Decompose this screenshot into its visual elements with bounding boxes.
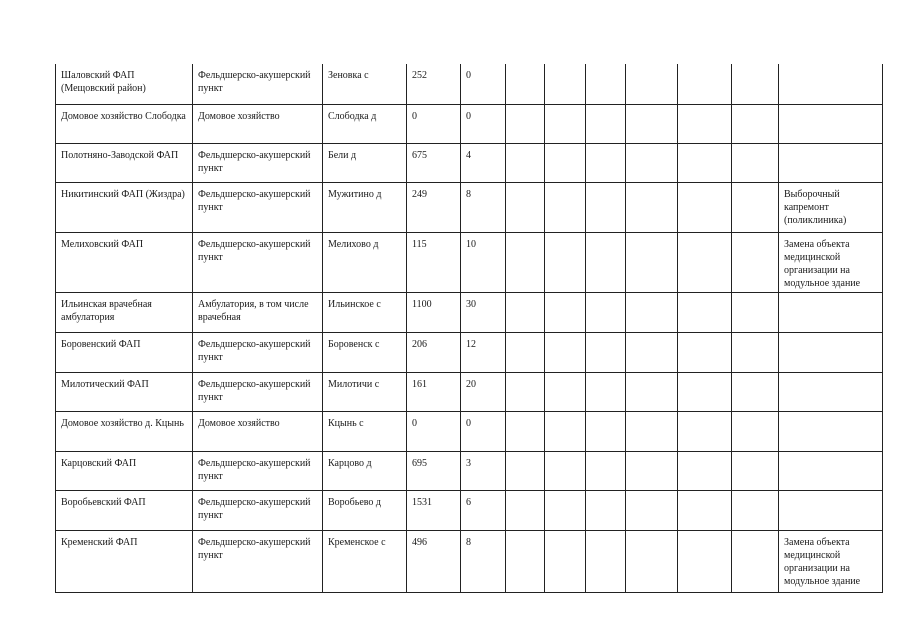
table-row <box>56 451 883 490</box>
table-row <box>56 490 883 530</box>
cell-locality: Слободка д <box>323 104 407 143</box>
empty-cell <box>506 232 545 292</box>
cell-population: 0 <box>407 411 461 451</box>
empty-cell <box>545 332 586 372</box>
cell-population: 1100 <box>407 292 461 332</box>
cell-count: 30 <box>461 292 506 332</box>
cell-count: 0 <box>461 411 506 451</box>
empty-cell <box>506 411 545 451</box>
cell-locality: Зеновка с <box>323 64 407 104</box>
empty-cell <box>732 104 779 143</box>
cell-note: Замена объекта медицинской организации на модульное здание <box>779 232 883 292</box>
empty-cell <box>732 143 779 182</box>
empty-cell <box>586 64 626 104</box>
cell-type: Фельдшерско-акушерский пункт <box>193 332 323 372</box>
empty-cell <box>506 490 545 530</box>
empty-cell <box>678 451 732 490</box>
cell-note <box>779 143 883 182</box>
cell-name: Никитинский ФАП (Жиздра) <box>56 182 193 232</box>
cell-count: 3 <box>461 451 506 490</box>
cell-name: Домовое хозяйство д. Кцынь <box>56 411 193 451</box>
empty-cell <box>732 490 779 530</box>
cell-population: 496 <box>407 530 461 592</box>
cell-locality: Ильинское с <box>323 292 407 332</box>
empty-cell <box>732 64 779 104</box>
empty-cell <box>506 104 545 143</box>
empty-cell <box>678 232 732 292</box>
cell-type: Фельдшерско-акушерский пункт <box>193 182 323 232</box>
empty-cell <box>506 182 545 232</box>
cell-name: Милотический ФАП <box>56 372 193 411</box>
empty-cell <box>626 182 678 232</box>
empty-cell <box>732 451 779 490</box>
table-row <box>56 332 883 372</box>
cell-type: Фельдшерско-акушерский пункт <box>193 64 323 104</box>
empty-cell <box>626 372 678 411</box>
empty-cell <box>545 490 586 530</box>
empty-cell <box>506 451 545 490</box>
empty-cell <box>586 104 626 143</box>
cell-note <box>779 411 883 451</box>
empty-cell <box>545 530 586 592</box>
empty-cell <box>545 372 586 411</box>
table-row <box>56 104 883 143</box>
empty-cell <box>545 411 586 451</box>
cell-count: 4 <box>461 143 506 182</box>
cell-population: 206 <box>407 332 461 372</box>
cell-note: Замена объекта медицинской организации на модульное здание <box>779 530 883 592</box>
empty-cell <box>626 530 678 592</box>
cell-population: 252 <box>407 64 461 104</box>
empty-cell <box>506 530 545 592</box>
cell-population: 0 <box>407 104 461 143</box>
empty-cell <box>506 143 545 182</box>
empty-cell <box>626 292 678 332</box>
cell-name: Боровенский ФАП <box>56 332 193 372</box>
empty-cell <box>506 372 545 411</box>
cell-locality: Милотичи с <box>323 372 407 411</box>
table-row <box>56 372 883 411</box>
empty-cell <box>586 232 626 292</box>
table-row <box>56 64 883 104</box>
cell-name: Ильинская врачебная амбулатория <box>56 292 193 332</box>
empty-cell <box>586 372 626 411</box>
empty-cell <box>626 332 678 372</box>
cell-type: Фельдшерско-акушерский пункт <box>193 451 323 490</box>
empty-cell <box>586 530 626 592</box>
empty-cell <box>545 451 586 490</box>
cell-type: Фельдшерско-акушерский пункт <box>193 232 323 292</box>
cell-locality: Воробьево д <box>323 490 407 530</box>
empty-cell <box>626 451 678 490</box>
cell-count: 10 <box>461 232 506 292</box>
empty-cell <box>678 143 732 182</box>
cell-count: 12 <box>461 332 506 372</box>
cell-name: Шаловский ФАП (Мещовский район) <box>56 64 193 104</box>
empty-cell <box>732 292 779 332</box>
cell-name: Мелиховский ФАП <box>56 232 193 292</box>
cell-count: 8 <box>461 182 506 232</box>
empty-cell <box>626 64 678 104</box>
cell-locality: Карцово д <box>323 451 407 490</box>
cell-locality: Кцынь с <box>323 411 407 451</box>
cell-type: Фельдшерско-акушерский пункт <box>193 143 323 182</box>
cell-type: Домовое хозяйство <box>193 411 323 451</box>
table-row <box>56 530 883 592</box>
empty-cell <box>678 411 732 451</box>
empty-cell <box>545 104 586 143</box>
empty-cell <box>732 182 779 232</box>
cell-type: Фельдшерско-акушерский пункт <box>193 490 323 530</box>
empty-cell <box>586 292 626 332</box>
empty-cell <box>545 232 586 292</box>
empty-cell <box>732 530 779 592</box>
cell-population: 695 <box>407 451 461 490</box>
cell-locality: Кременское с <box>323 530 407 592</box>
cell-locality: Боровенск с <box>323 332 407 372</box>
empty-cell <box>586 490 626 530</box>
empty-cell <box>678 332 732 372</box>
cell-name: Карцовский ФАП <box>56 451 193 490</box>
empty-cell <box>678 490 732 530</box>
cell-count: 20 <box>461 372 506 411</box>
cell-name: Кременский ФАП <box>56 530 193 592</box>
empty-cell <box>732 372 779 411</box>
cell-type: Фельдшерско-акушерский пункт <box>193 530 323 592</box>
table-row <box>56 411 883 451</box>
cell-name: Домовое хозяйство Слободка <box>56 104 193 143</box>
facilities-table <box>55 64 883 593</box>
cell-locality: Бели д <box>323 143 407 182</box>
empty-cell <box>545 64 586 104</box>
table-body <box>56 64 883 592</box>
cell-note <box>779 372 883 411</box>
cell-count: 8 <box>461 530 506 592</box>
cell-note <box>779 451 883 490</box>
empty-cell <box>678 64 732 104</box>
empty-cell <box>678 372 732 411</box>
empty-cell <box>626 104 678 143</box>
empty-cell <box>626 143 678 182</box>
cell-count: 6 <box>461 490 506 530</box>
empty-cell <box>506 64 545 104</box>
empty-cell <box>586 143 626 182</box>
empty-cell <box>678 182 732 232</box>
cell-type: Фельдшерско-акушерский пункт <box>193 372 323 411</box>
cell-name: Воробьевский ФАП <box>56 490 193 530</box>
cell-count: 0 <box>461 64 506 104</box>
cell-locality: Мужитино д <box>323 182 407 232</box>
cell-note <box>779 490 883 530</box>
cell-note: Выборочный капремонт (поликлиника) <box>779 182 883 232</box>
empty-cell <box>678 104 732 143</box>
empty-cell <box>545 143 586 182</box>
cell-locality: Мелихово д <box>323 232 407 292</box>
cell-note <box>779 292 883 332</box>
cell-population: 1531 <box>407 490 461 530</box>
empty-cell <box>678 292 732 332</box>
cell-note <box>779 64 883 104</box>
empty-cell <box>732 232 779 292</box>
empty-cell <box>586 332 626 372</box>
table-row <box>56 143 883 182</box>
empty-cell <box>545 182 586 232</box>
cell-population: 675 <box>407 143 461 182</box>
empty-cell <box>732 332 779 372</box>
empty-cell <box>678 530 732 592</box>
table-row <box>56 182 883 232</box>
empty-cell <box>626 411 678 451</box>
empty-cell <box>545 292 586 332</box>
empty-cell <box>626 232 678 292</box>
empty-cell <box>506 292 545 332</box>
cell-name: Полотняно-Заводской ФАП <box>56 143 193 182</box>
cell-count: 0 <box>461 104 506 143</box>
cell-note <box>779 332 883 372</box>
empty-cell <box>506 332 545 372</box>
empty-cell <box>626 490 678 530</box>
cell-population: 249 <box>407 182 461 232</box>
empty-cell <box>732 411 779 451</box>
empty-cell <box>586 451 626 490</box>
empty-cell <box>586 182 626 232</box>
empty-cell <box>586 411 626 451</box>
cell-note <box>779 104 883 143</box>
cell-population: 115 <box>407 232 461 292</box>
table-row <box>56 292 883 332</box>
cell-type: Домовое хозяйство <box>193 104 323 143</box>
table-row <box>56 232 883 292</box>
cell-type: Амбулатория, в том числе врачебная <box>193 292 323 332</box>
cell-population: 161 <box>407 372 461 411</box>
